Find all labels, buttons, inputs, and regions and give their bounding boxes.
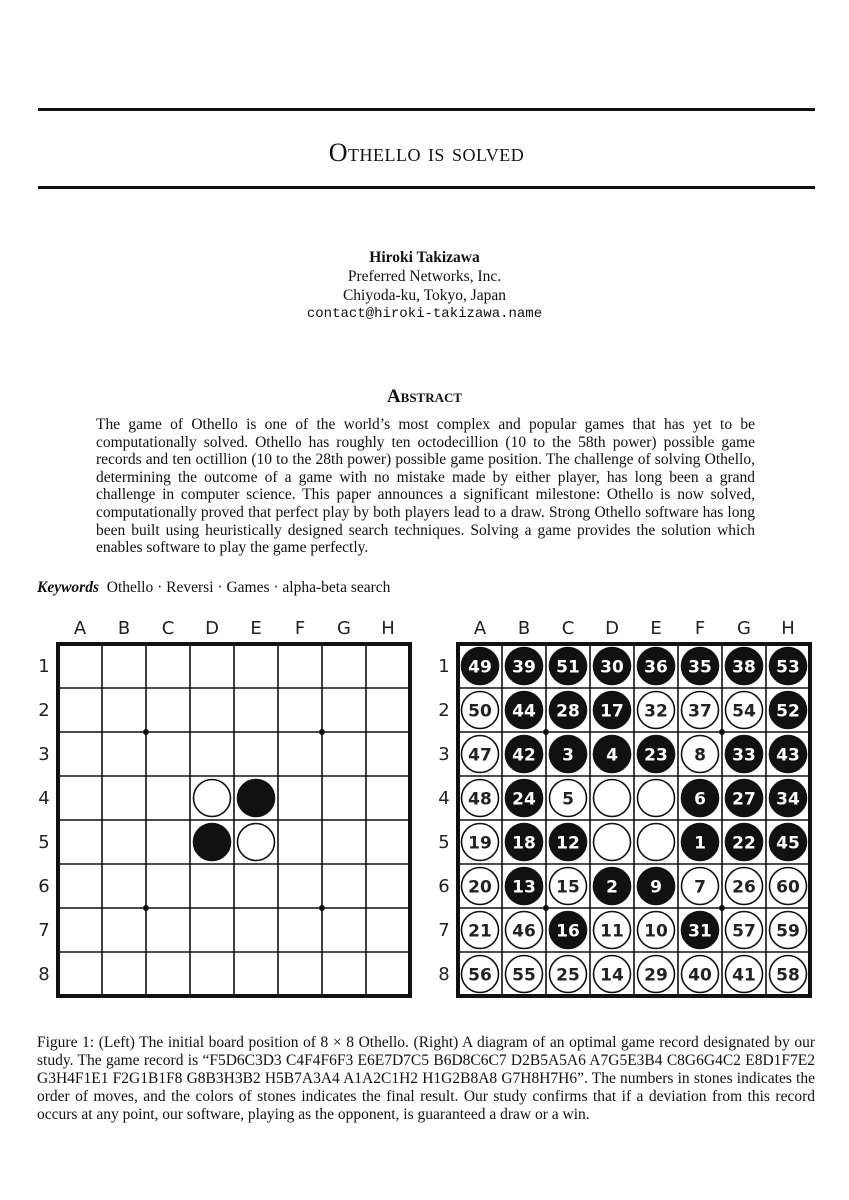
- move-number: 29: [644, 965, 668, 986]
- move-number: 11: [600, 921, 624, 942]
- move-number: 45: [776, 833, 800, 854]
- move-number: 13: [512, 877, 536, 898]
- star-point: [719, 729, 725, 735]
- move-number: 48: [468, 789, 492, 810]
- move-number: 30: [600, 657, 624, 678]
- column-label: E: [250, 618, 262, 639]
- move-number: 9: [650, 877, 662, 898]
- move-number: 4: [606, 745, 618, 766]
- column-label: D: [605, 618, 619, 639]
- move-number: 17: [600, 701, 624, 722]
- move-number: 38: [732, 657, 756, 678]
- move-number: 6: [694, 789, 706, 810]
- move-number: 16: [556, 921, 580, 942]
- column-label: F: [694, 618, 706, 639]
- star-point: [543, 905, 549, 911]
- move-number: 54: [732, 701, 756, 722]
- move-number: 7: [694, 877, 706, 898]
- keyword: Reversi: [166, 579, 214, 596]
- move-number: 5: [562, 789, 574, 810]
- author-email[interactable]: contact@hiroki-takizawa.name: [306, 306, 543, 322]
- move-number: 42: [512, 745, 536, 766]
- move-number: 22: [732, 833, 756, 854]
- star-point: [543, 729, 549, 735]
- move-number: 27: [732, 789, 756, 810]
- white-stone: [638, 824, 675, 861]
- author-block: [0, 248, 849, 324]
- keywords-line: [37, 579, 390, 597]
- row-label: 3: [38, 744, 50, 765]
- move-number: 26: [732, 877, 756, 898]
- white-stone: [594, 824, 631, 861]
- initial-board: [38, 618, 410, 996]
- keyword: alpha-beta search: [282, 579, 391, 596]
- column-label: C: [161, 618, 175, 639]
- row-label: 8: [38, 964, 50, 985]
- move-number: 23: [644, 745, 668, 766]
- star-point: [319, 905, 325, 911]
- move-number: 44: [512, 701, 536, 722]
- star-point: [719, 905, 725, 911]
- white-stone: [238, 824, 275, 861]
- star-point: [143, 729, 149, 735]
- move-number: 33: [732, 745, 756, 766]
- paper-title: Othello is solved: [328, 138, 525, 167]
- move-number: 55: [512, 965, 536, 986]
- move-number: 25: [556, 965, 580, 986]
- row-label: 8: [438, 964, 450, 985]
- move-number: 3: [562, 745, 574, 766]
- move-number: 28: [556, 701, 580, 722]
- column-label: H: [381, 618, 395, 639]
- move-number: 36: [644, 657, 668, 678]
- row-label: 6: [38, 876, 50, 897]
- figure-boards: [0, 608, 849, 1008]
- top-rule: [38, 108, 815, 111]
- move-number: 24: [512, 789, 536, 810]
- white-stone: [638, 780, 675, 817]
- move-number: 34: [776, 789, 800, 810]
- column-label: C: [561, 618, 575, 639]
- row-label: 4: [438, 788, 450, 809]
- column-label: A: [473, 618, 487, 639]
- column-label: G: [337, 618, 351, 639]
- move-number: 12: [556, 833, 580, 854]
- move-number: 56: [468, 965, 492, 986]
- column-label: F: [294, 618, 306, 639]
- row-label: 3: [438, 744, 450, 765]
- column-label: B: [117, 618, 131, 639]
- move-number: 1: [694, 833, 706, 854]
- abstract-text: The game of Othello is one of the world’s most complex and popular games that has yet to be computationally solved. Othello has roughly ten octodecillion (10 to the 58th power) possible game records and ten octillion (10 to the 28th power) possible game position. The challenge of solving Othello, determining the outcome of a game with no mistake made by either player, has long been a grand challenge in computer science. This paper announces a significant milestone: Othello is now solved, computationally proved that perfect play by both players lead to a draw. Strong Othello software has long been built using heuristically designed search techniques. Solving a game provides the solution which enables software to play the game perfectly.: [96, 416, 755, 557]
- move-number: 19: [468, 833, 492, 854]
- column-label: E: [650, 618, 662, 639]
- column-label: G: [737, 618, 751, 639]
- column-label: D: [205, 618, 219, 639]
- row-label: 6: [438, 876, 450, 897]
- move-number: 49: [468, 657, 492, 678]
- move-number: 46: [512, 921, 536, 942]
- move-number: 50: [468, 701, 492, 722]
- row-label: 5: [38, 832, 50, 853]
- column-label: A: [73, 618, 87, 639]
- black-stone: [194, 824, 231, 861]
- move-number: 18: [512, 833, 536, 854]
- move-number: 20: [468, 877, 492, 898]
- move-number: 10: [644, 921, 668, 942]
- keywords-list: Othello · Reversi · Games · alpha-beta search: [106, 579, 391, 596]
- figure-caption: Figure 1: (Left) The initial board position of 8 × 8 Othello. (Right) A diagram of an optimal game record designated by our study. The game record is “F5D6C3D3 C4F4F6F3 E6E7D7C5 B6D8C6C7 D2B5A5A6 A7G5E3B4 C8G6G4C2 E8D1F7E2 G3H4F1E1 F2G1B1F8 G8B3H3B2 H5B7A3A4 A1A2C1H2 H1G2B8A8 G7H8H7H6”. The numbers in stones indicates the order of moves, and the colors of stones indicates the final result. Our study confirms that if a deviation from this record occurs at any point, our software, playing as the opponent, is guaranteed a draw or a win.: [37, 1034, 815, 1123]
- move-number: 35: [688, 657, 712, 678]
- author-affiliation: Preferred Networks, Inc.: [347, 268, 502, 285]
- row-label: 5: [438, 832, 450, 853]
- keyword: Othello: [106, 579, 154, 596]
- author-location: Chiyoda-ku, Tokyo, Japan: [342, 287, 507, 304]
- move-number: 58: [776, 965, 800, 986]
- white-stone: [594, 780, 631, 817]
- white-stone: [194, 780, 231, 817]
- move-number: 15: [556, 877, 580, 898]
- row-label: 7: [38, 920, 50, 941]
- move-number: 31: [688, 921, 712, 942]
- move-number: 14: [600, 965, 624, 986]
- title-bottom-rule: [38, 186, 815, 189]
- move-number: 59: [776, 921, 800, 942]
- move-number: 47: [468, 745, 492, 766]
- star-point: [143, 905, 149, 911]
- row-label: 4: [38, 788, 50, 809]
- black-stone: [238, 780, 275, 817]
- row-label: 1: [38, 656, 50, 677]
- column-label: H: [781, 618, 795, 639]
- move-number: 8: [694, 745, 706, 766]
- move-number: 40: [688, 965, 712, 986]
- move-number: 53: [776, 657, 800, 678]
- abstract-heading: Abstract: [386, 386, 463, 407]
- move-number: 21: [468, 921, 492, 942]
- row-label: 7: [438, 920, 450, 941]
- move-number: 37: [688, 701, 712, 722]
- move-number: 43: [776, 745, 800, 766]
- move-number: 39: [512, 657, 536, 678]
- move-number: 52: [776, 701, 800, 722]
- solved-game-board: [438, 618, 810, 996]
- row-label: 2: [438, 700, 450, 721]
- row-label: 2: [38, 700, 50, 721]
- star-point: [319, 729, 325, 735]
- move-number: 51: [556, 657, 580, 678]
- keywords-label: Keywords: [37, 579, 99, 596]
- move-number: 32: [644, 701, 668, 722]
- author-name: Hiroki Takizawa: [369, 249, 480, 266]
- move-number: 41: [732, 965, 756, 986]
- row-label: 1: [438, 656, 450, 677]
- move-number: 57: [732, 921, 756, 942]
- move-number: 60: [776, 877, 800, 898]
- column-label: B: [517, 618, 531, 639]
- move-number: 2: [606, 877, 618, 898]
- keyword: Games: [226, 579, 270, 596]
